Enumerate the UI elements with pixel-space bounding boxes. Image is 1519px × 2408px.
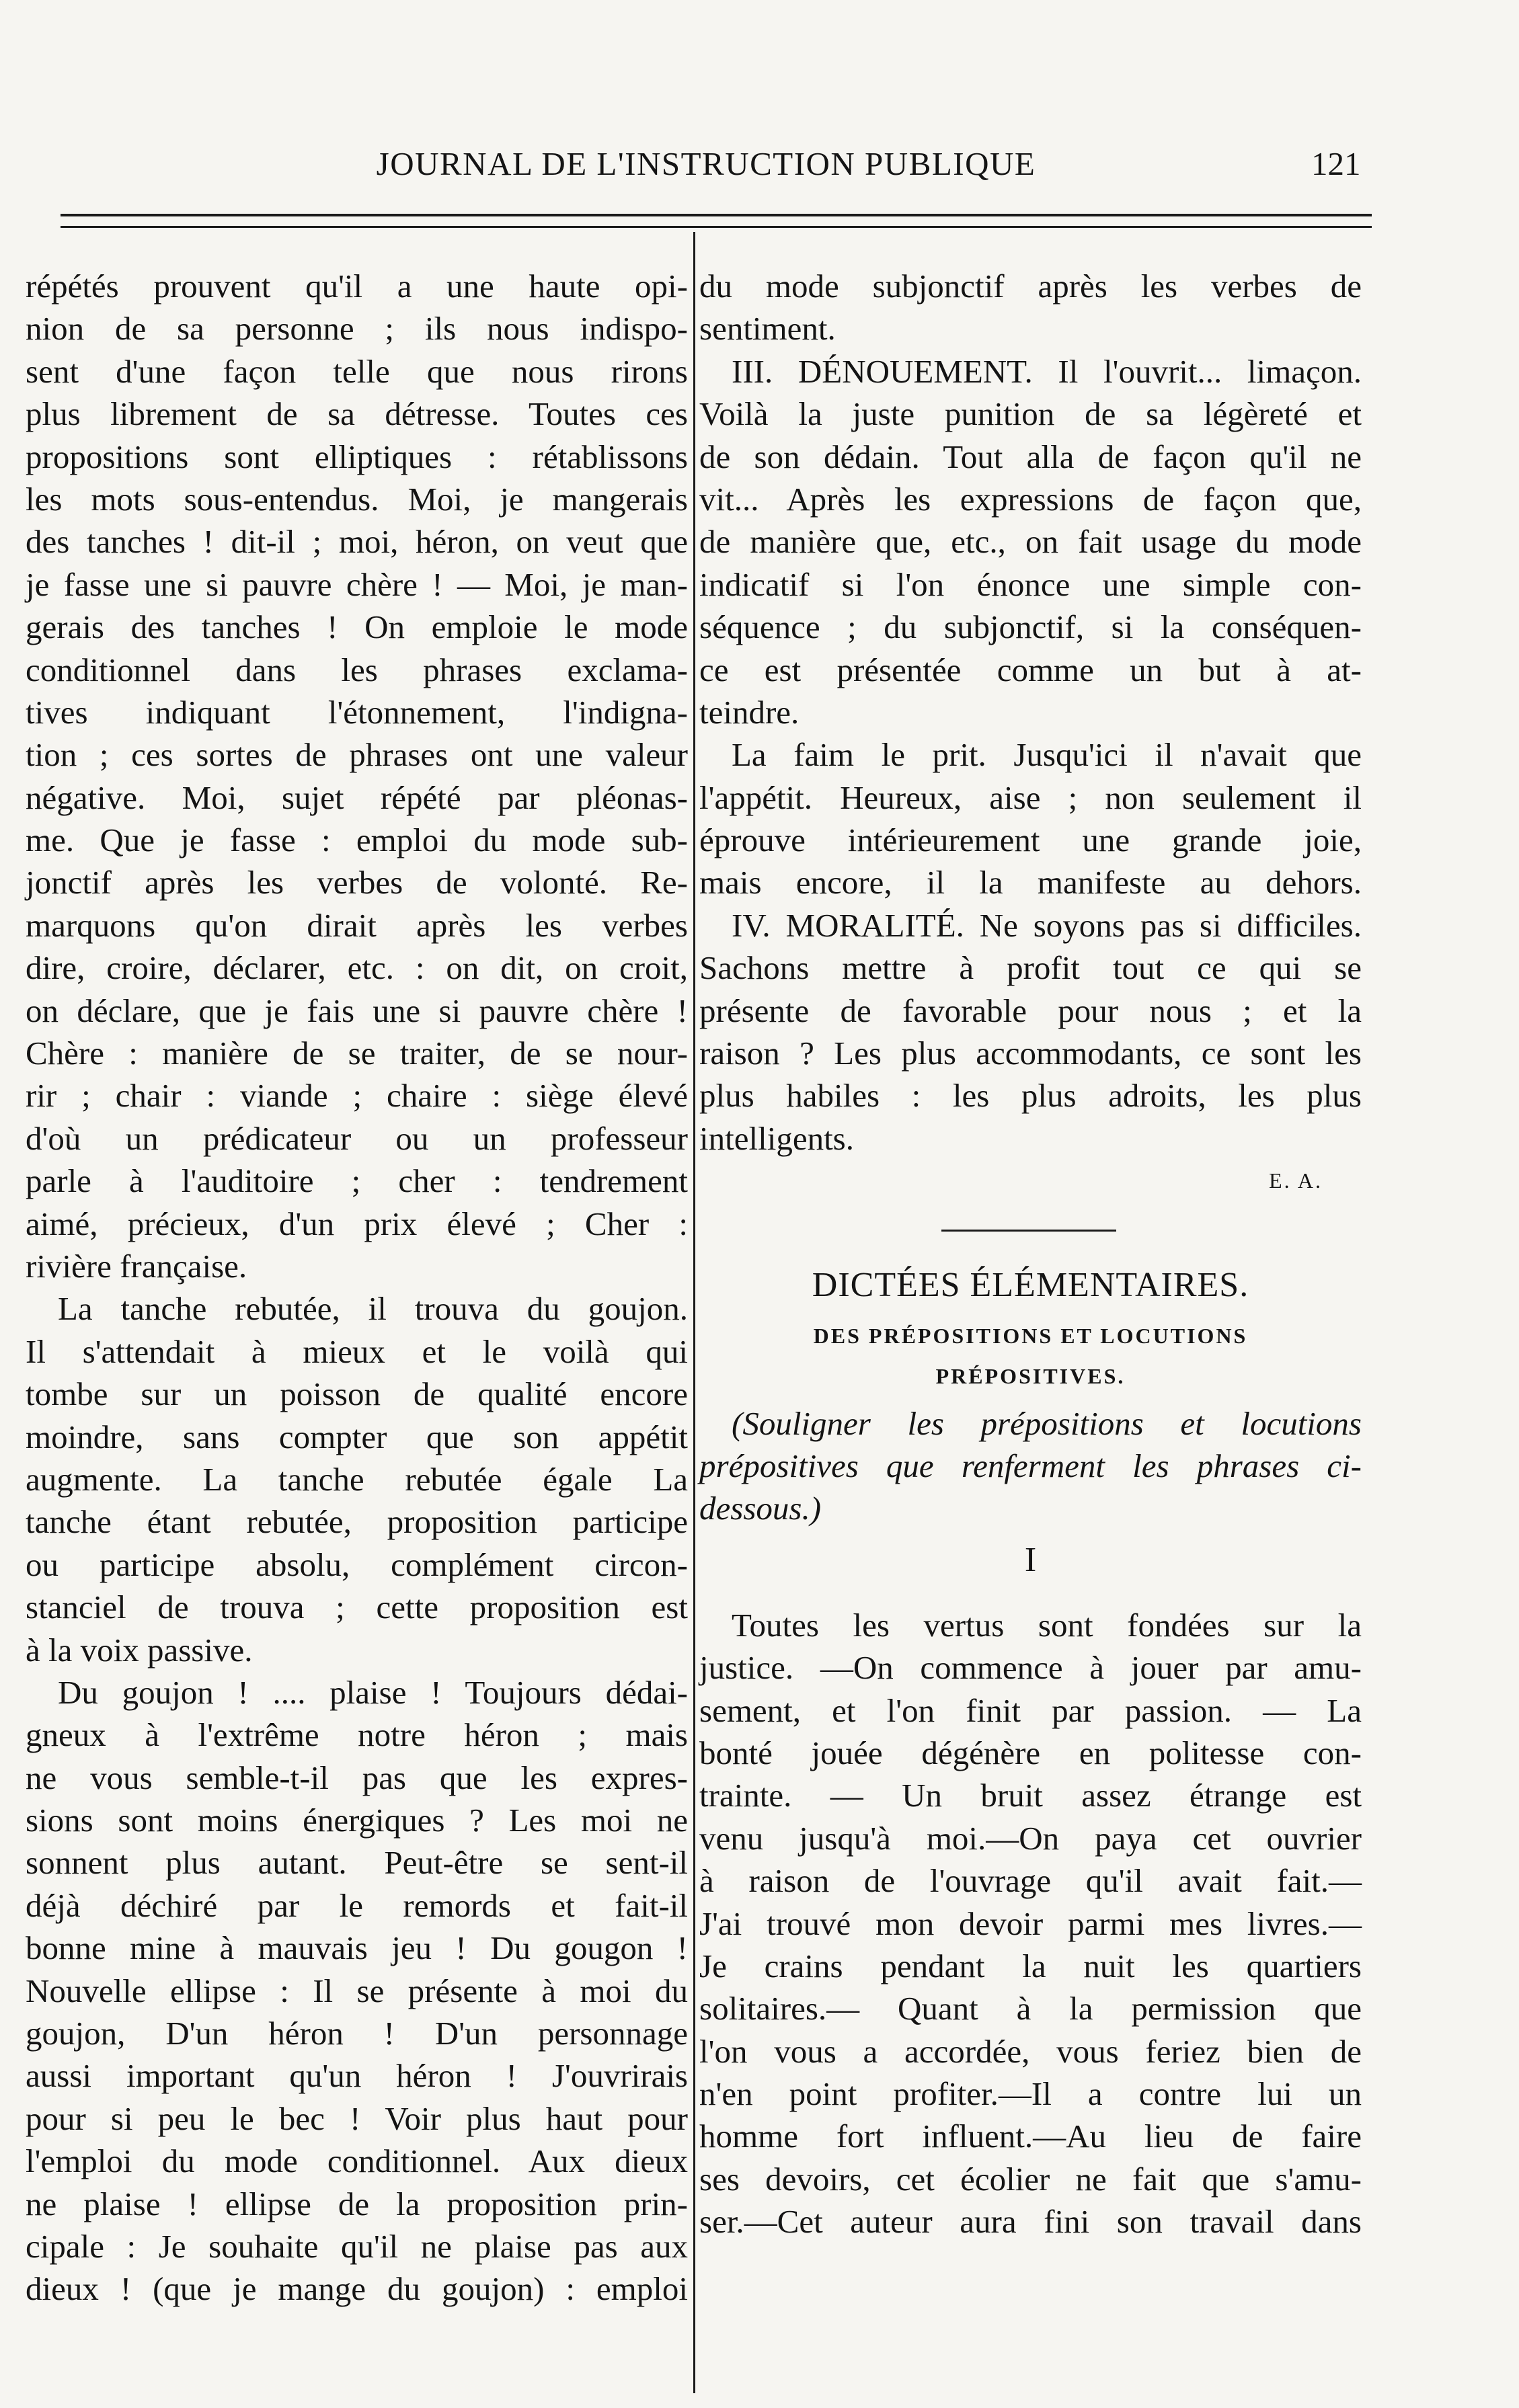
text-line: séquence ; du subjonctif, si la conséquen-: [699, 608, 1362, 646]
text-line: du mode subjonctif après les verbes de: [699, 268, 1362, 305]
text-line: tanche étant rebutée, proposition participe: [26, 1503, 688, 1541]
text-line: gerais des tanches ! On emploie le mode: [26, 608, 688, 646]
running-header: [0, 145, 1519, 198]
exercise-line: à raison de l'ouvrage qu'il avait fait.—: [699, 1862, 1362, 1900]
left-column: [26, 265, 688, 2311]
text-line: La tanche rebutée, il trouva du goujon.: [58, 1290, 688, 1328]
text-line: tives indiquant l'étonnement, l'indigna-: [26, 693, 688, 731]
text-line: déjà déchiré par le remords et fait-il: [26, 1886, 688, 1924]
exercise-line: sement, et l'on finit par passion. — La: [699, 1691, 1362, 1729]
section-title: DICTÉES ÉLÉMENTAIRES.: [812, 1265, 1249, 1304]
instruction-line: (Souligner les prépositions et locutions: [732, 1404, 1362, 1442]
text-line: parle à l'auditoire ; cher : tendrement: [26, 1162, 688, 1200]
text-line: teindre.: [699, 693, 800, 731]
text-line: gneux à l'extrême notre héron ; mais: [26, 1716, 688, 1754]
text-line: propositions sont elliptiques : rétablissons: [26, 438, 688, 475]
exercise-line: homme fort influent.—Au lieu de faire: [699, 2118, 1362, 2155]
text-line: négative. Moi, sujet répété par pléonas-: [26, 778, 688, 816]
text-line: goujon, D'un héron ! D'un personnage: [26, 2015, 688, 2052]
text-line: IV. MORALITÉ. Ne soyons pas si difficiles.: [732, 906, 1362, 944]
text-line: d'où un prédicateur ou un professeur: [26, 1119, 688, 1157]
text-line: sentiment.: [699, 310, 836, 348]
header-rule-bottom: [61, 226, 1372, 228]
text-line: je fasse une si pauvre chère ! — Moi, je man-: [26, 565, 688, 603]
text-line: pour si peu le bec ! Voir plus haut pour: [26, 2099, 688, 2137]
text-line: présente de favorable pour nous ; et la: [699, 992, 1362, 1029]
text-line: ne plaise ! ellipse de la proposition prin-: [26, 2185, 688, 2222]
section-subtitle-line1: DES PRÉPOSITIONS ET LOCUTIONS: [813, 1323, 1248, 1348]
text-line: l'emploi du mode conditionnel. Aux dieux: [26, 2142, 688, 2180]
instruction-line: prépositives que renferment les phrases ci-: [699, 1447, 1362, 1484]
section-subtitle-line2: PRÉPOSITIVES.: [935, 1363, 1126, 1388]
text-line: sonnent plus autant. Peut-être se sent-il: [26, 1844, 688, 1882]
text-line: tombe sur un poisson de qualité encore: [26, 1375, 688, 1413]
text-line: éprouve intérieurement une grande joie,: [699, 821, 1362, 859]
exercise-line: Toutes les vertus sont fondées sur la: [732, 1606, 1362, 1644]
text-line: des tanches ! dit-il ; moi, héron, on veut que: [26, 523, 688, 561]
text-line: les mots sous-entendus. Moi, je mangerais: [26, 480, 688, 518]
exercise-number: I: [1024, 1540, 1037, 1579]
text-line: rir ; chair : viande ; chaire : siège élevé: [26, 1077, 688, 1115]
text-line: Sachons mettre à profit tout ce qui se: [699, 949, 1362, 987]
journal-title: JOURNAL DE L'INSTRUCTION PUBLIQUE: [376, 145, 1036, 182]
text-line: mais encore, il la manifeste au dehors.: [699, 864, 1362, 901]
exercise-line: n'en point profiter.—Il a contre lui un: [699, 2075, 1362, 2113]
exercise-line: l'on vous a accordée, vous feriez bien de: [699, 2032, 1362, 2070]
text-line: aimé, précieux, d'un prix élevé ; Cher :: [26, 1205, 688, 1242]
text-line: conditionnel dans les phrases exclama-: [26, 651, 688, 688]
text-line: marquons qu'on dirait après les verbes: [26, 906, 688, 944]
text-line: stanciel de trouva ; cette proposition est: [26, 1589, 688, 1626]
text-line: moindre, sans compter que son appétit: [26, 1418, 688, 1455]
text-line: cipale : Je souhaite qu'il ne plaise pas aux: [26, 2227, 688, 2265]
text-line: nion de sa personne ; ils nous indispo-: [26, 310, 688, 348]
text-line: Il s'attendait à mieux et le voilà qui: [26, 1332, 688, 1370]
page-number: 121: [1311, 145, 1361, 182]
text-line: tion ; ces sortes de phrases ont une valeur: [26, 736, 688, 774]
text-line: indicatif si l'on énonce une simple con-: [699, 565, 1362, 603]
exercise-line: Je crains pendant la nuit les quartiers: [699, 1947, 1362, 1984]
exercise-line: bonté jouée dégénère en politesse con-: [699, 1734, 1362, 1771]
column-divider: [693, 232, 695, 2393]
text-line: Nouvelle ellipse : Il se présente à moi du: [26, 1972, 688, 2009]
text-line: on déclare, que je fais une si pauvre chère !: [26, 992, 688, 1029]
text-line: La faim le prit. Jusqu'ici il n'avait que: [732, 736, 1362, 774]
text-line: ne vous semble-t-il pas que les expres-: [26, 1759, 688, 1796]
text-line: plus habiles : les plus adroits, les plus: [699, 1077, 1362, 1115]
text-line: répétés prouvent qu'il a une haute opi-: [26, 268, 688, 305]
text-line: me. Que je fasse : emploi du mode sub-: [26, 821, 688, 859]
exercise-line: trainte. — Un bruit assez étrange est: [699, 1777, 1362, 1814]
text-line: Du goujon ! .... plaise ! Toujours dédai-: [58, 1673, 688, 1711]
section-separator: [941, 1230, 1116, 1232]
text-line: l'appétit. Heureux, aise ; non seulement il: [699, 778, 1362, 816]
text-line: Chère : manière de se traiter, de se nour-: [26, 1035, 688, 1072]
exercise-line: J'ai trouvé mon devoir parmi mes livres.—: [699, 1904, 1362, 1942]
header-rule-top: [61, 214, 1372, 216]
text-line: raison ? Les plus accommodants, ce sont les: [699, 1035, 1362, 1072]
text-line: dire, croire, déclarer, etc. : on dit, on croit,: [26, 949, 688, 987]
exercise-line: ser.—Cet auteur aura fini son travail dans: [699, 2203, 1362, 2241]
text-line: sent d'une façon telle que nous rirons: [26, 352, 688, 390]
exercise-line: venu jusqu'à moi.—On paya cet ouvrier: [699, 1819, 1362, 1857]
text-line: dieux ! (que je mange du goujon) : emploi: [26, 2270, 688, 2308]
text-line: intelligents.: [699, 1119, 854, 1157]
text-line: III. DÉNOUEMENT. Il l'ouvrit... limaçon.: [732, 352, 1362, 390]
author-signature: E. A.: [1269, 1168, 1323, 1193]
text-line: ou participe absolu, complément circon-: [26, 1546, 688, 1583]
text-line: bonne mine à mauvais jeu ! Du gougon !: [26, 1929, 688, 1967]
text-line: de son dédain. Tout alla de façon qu'il ne: [699, 438, 1362, 475]
text-line: sions sont moins énergiques ? Les moi ne: [26, 1802, 688, 1839]
text-line: rivière française.: [26, 1247, 247, 1285]
right-column: [699, 265, 1362, 2243]
text-line: Voilà la juste punition de sa légèreté et: [699, 395, 1362, 433]
text-line: vit... Après les expressions de façon que,: [699, 480, 1362, 518]
text-line: aussi important qu'un héron ! J'ouvrirais: [26, 2057, 688, 2095]
exercise-line: ses devoirs, cet écolier ne fait que s'amu-: [699, 2160, 1362, 2198]
exercise-line: solitaires.— Quant à la permission que: [699, 1990, 1362, 2028]
text-line: plus librement de sa détresse. Toutes ces: [26, 395, 688, 433]
text-line: à la voix passive.: [26, 1631, 253, 1669]
instruction-line: dessous.): [699, 1490, 822, 1527]
text-line: jonctif après les verbes de volonté. Re-: [26, 864, 688, 901]
text-line: de manière que, etc., on fait usage du mode: [699, 523, 1362, 561]
text-line: augmente. La tanche rebutée égale La: [26, 1460, 688, 1498]
text-line: ce est présentée comme un but à at-: [699, 651, 1362, 688]
exercise-line: justice. —On commence à jouer par amu-: [699, 1649, 1362, 1687]
